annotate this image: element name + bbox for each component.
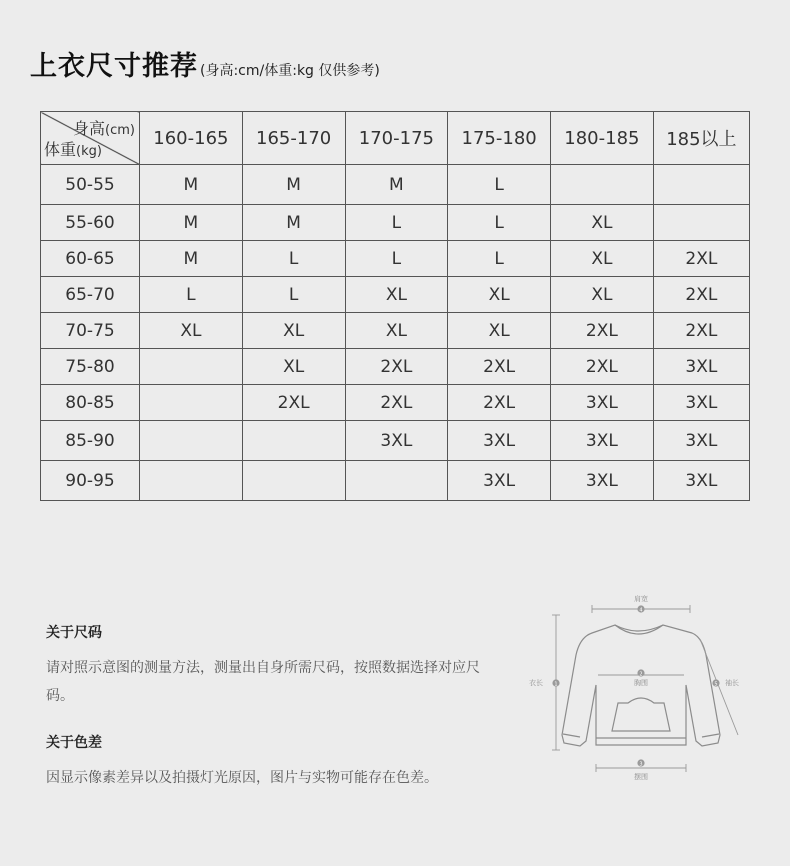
size-cell: XL xyxy=(345,277,448,313)
table-row xyxy=(41,205,750,241)
sweatshirt-measurement-diagram-icon xyxy=(520,585,760,785)
weight-label: 50-55 xyxy=(41,165,140,205)
corner-weight-label: 体重(kg) xyxy=(44,140,102,159)
size-cell: 3XL xyxy=(551,461,654,501)
color-note-text: 因显示像素差异以及拍摄灯光原因，图片与实物可能存在色差。 xyxy=(46,770,438,786)
size-cell: XL xyxy=(242,349,345,385)
size-note xyxy=(46,622,486,710)
table-row xyxy=(41,421,750,461)
size-cell: 3XL xyxy=(345,421,448,461)
size-cell: XL xyxy=(448,313,551,349)
size-cell xyxy=(345,461,448,501)
weight-label: 65-70 xyxy=(41,277,140,313)
size-cell: L xyxy=(448,165,551,205)
size-cell: L xyxy=(140,277,243,313)
size-cell: 2XL xyxy=(345,349,448,385)
weight-label: 70-75 xyxy=(41,313,140,349)
size-cell xyxy=(242,421,345,461)
chest-num: 2 xyxy=(639,671,643,678)
weight-label: 60-65 xyxy=(41,241,140,277)
height-header: 175-180 xyxy=(448,112,551,165)
size-note-text: 请对照示意图的测量方法，测量出自身所需尺码，按照数据选择对应尺码。 xyxy=(46,660,480,704)
size-cell: 2XL xyxy=(653,277,749,313)
size-cell: 2XL xyxy=(551,313,654,349)
height-header: 170-175 xyxy=(345,112,448,165)
size-cell: 2XL xyxy=(551,349,654,385)
hem-num: 3 xyxy=(639,761,643,768)
size-cell xyxy=(242,461,345,501)
table-row xyxy=(41,313,750,349)
size-cell: L xyxy=(448,205,551,241)
size-cell: 2XL xyxy=(345,385,448,421)
chest-label: 胸围 xyxy=(634,679,648,687)
length-label: 衣长 xyxy=(529,679,543,687)
size-cell: L xyxy=(242,277,345,313)
size-cell xyxy=(140,461,243,501)
size-cell: 3XL xyxy=(653,421,749,461)
size-cell: 3XL xyxy=(653,385,749,421)
height-header: 160-165 xyxy=(140,112,243,165)
weight-label: 90-95 xyxy=(41,461,140,501)
size-cell: 2XL xyxy=(448,385,551,421)
size-cell: M xyxy=(140,165,243,205)
color-note-heading: 关于色差 xyxy=(46,735,102,751)
size-cell: XL xyxy=(551,277,654,313)
size-cell: L xyxy=(345,241,448,277)
size-note-heading: 关于尺码 xyxy=(46,625,102,641)
size-cell: L xyxy=(242,241,345,277)
weight-label: 85-90 xyxy=(41,421,140,461)
shoulder-num: 4 xyxy=(639,607,643,614)
size-cell xyxy=(653,165,749,205)
size-cell xyxy=(653,205,749,241)
size-cell: M xyxy=(242,165,345,205)
size-cell: M xyxy=(345,165,448,205)
height-header: 165-170 xyxy=(242,112,345,165)
color-note xyxy=(46,732,486,792)
size-cell: 3XL xyxy=(551,385,654,421)
size-table xyxy=(40,111,750,501)
size-cell: M xyxy=(242,205,345,241)
weight-label: 80-85 xyxy=(41,385,140,421)
size-cell: M xyxy=(140,205,243,241)
table-row xyxy=(41,385,750,421)
size-cell: 3XL xyxy=(653,349,749,385)
corner-height-label: 身高(cm) xyxy=(73,119,135,138)
sleeve-num: 5 xyxy=(714,681,718,688)
size-cell xyxy=(140,421,243,461)
notes-section xyxy=(46,622,486,792)
size-cell: L xyxy=(345,205,448,241)
size-cell: 2XL xyxy=(653,241,749,277)
weight-label: 55-60 xyxy=(41,205,140,241)
size-cell xyxy=(140,349,243,385)
weight-label: 75-80 xyxy=(41,349,140,385)
size-cell: L xyxy=(448,241,551,277)
title-subtitle: (身高:cm/体重:kg 仅供参考) xyxy=(200,63,380,79)
length-num: 1 xyxy=(554,681,558,688)
table-row xyxy=(41,349,750,385)
size-cell xyxy=(551,165,654,205)
height-header: 185以上 xyxy=(653,112,749,165)
table-row xyxy=(41,241,750,277)
size-cell: XL xyxy=(140,313,243,349)
title-main: 上衣尺寸推荐 xyxy=(30,51,198,82)
size-cell xyxy=(140,385,243,421)
table-row xyxy=(41,165,750,205)
table-row xyxy=(41,461,750,501)
size-cell: M xyxy=(140,241,243,277)
page-title xyxy=(30,44,380,83)
height-header: 180-185 xyxy=(551,112,654,165)
size-cell: 3XL xyxy=(653,461,749,501)
size-cell: 2XL xyxy=(448,349,551,385)
size-cell: 3XL xyxy=(551,421,654,461)
size-cell: XL xyxy=(448,277,551,313)
corner-cell xyxy=(41,112,140,165)
shoulder-label: 肩宽 xyxy=(634,595,648,603)
table-header-row xyxy=(41,112,750,165)
sleeve-label: 袖长 xyxy=(725,679,739,687)
size-cell: XL xyxy=(242,313,345,349)
size-cell: 2XL xyxy=(653,313,749,349)
table-row xyxy=(41,277,750,313)
size-cell: XL xyxy=(551,205,654,241)
size-cell: 3XL xyxy=(448,421,551,461)
size-cell: XL xyxy=(551,241,654,277)
size-cell: 2XL xyxy=(242,385,345,421)
hem-label: 摆围 xyxy=(634,773,648,781)
size-cell: XL xyxy=(345,313,448,349)
size-cell: 3XL xyxy=(448,461,551,501)
